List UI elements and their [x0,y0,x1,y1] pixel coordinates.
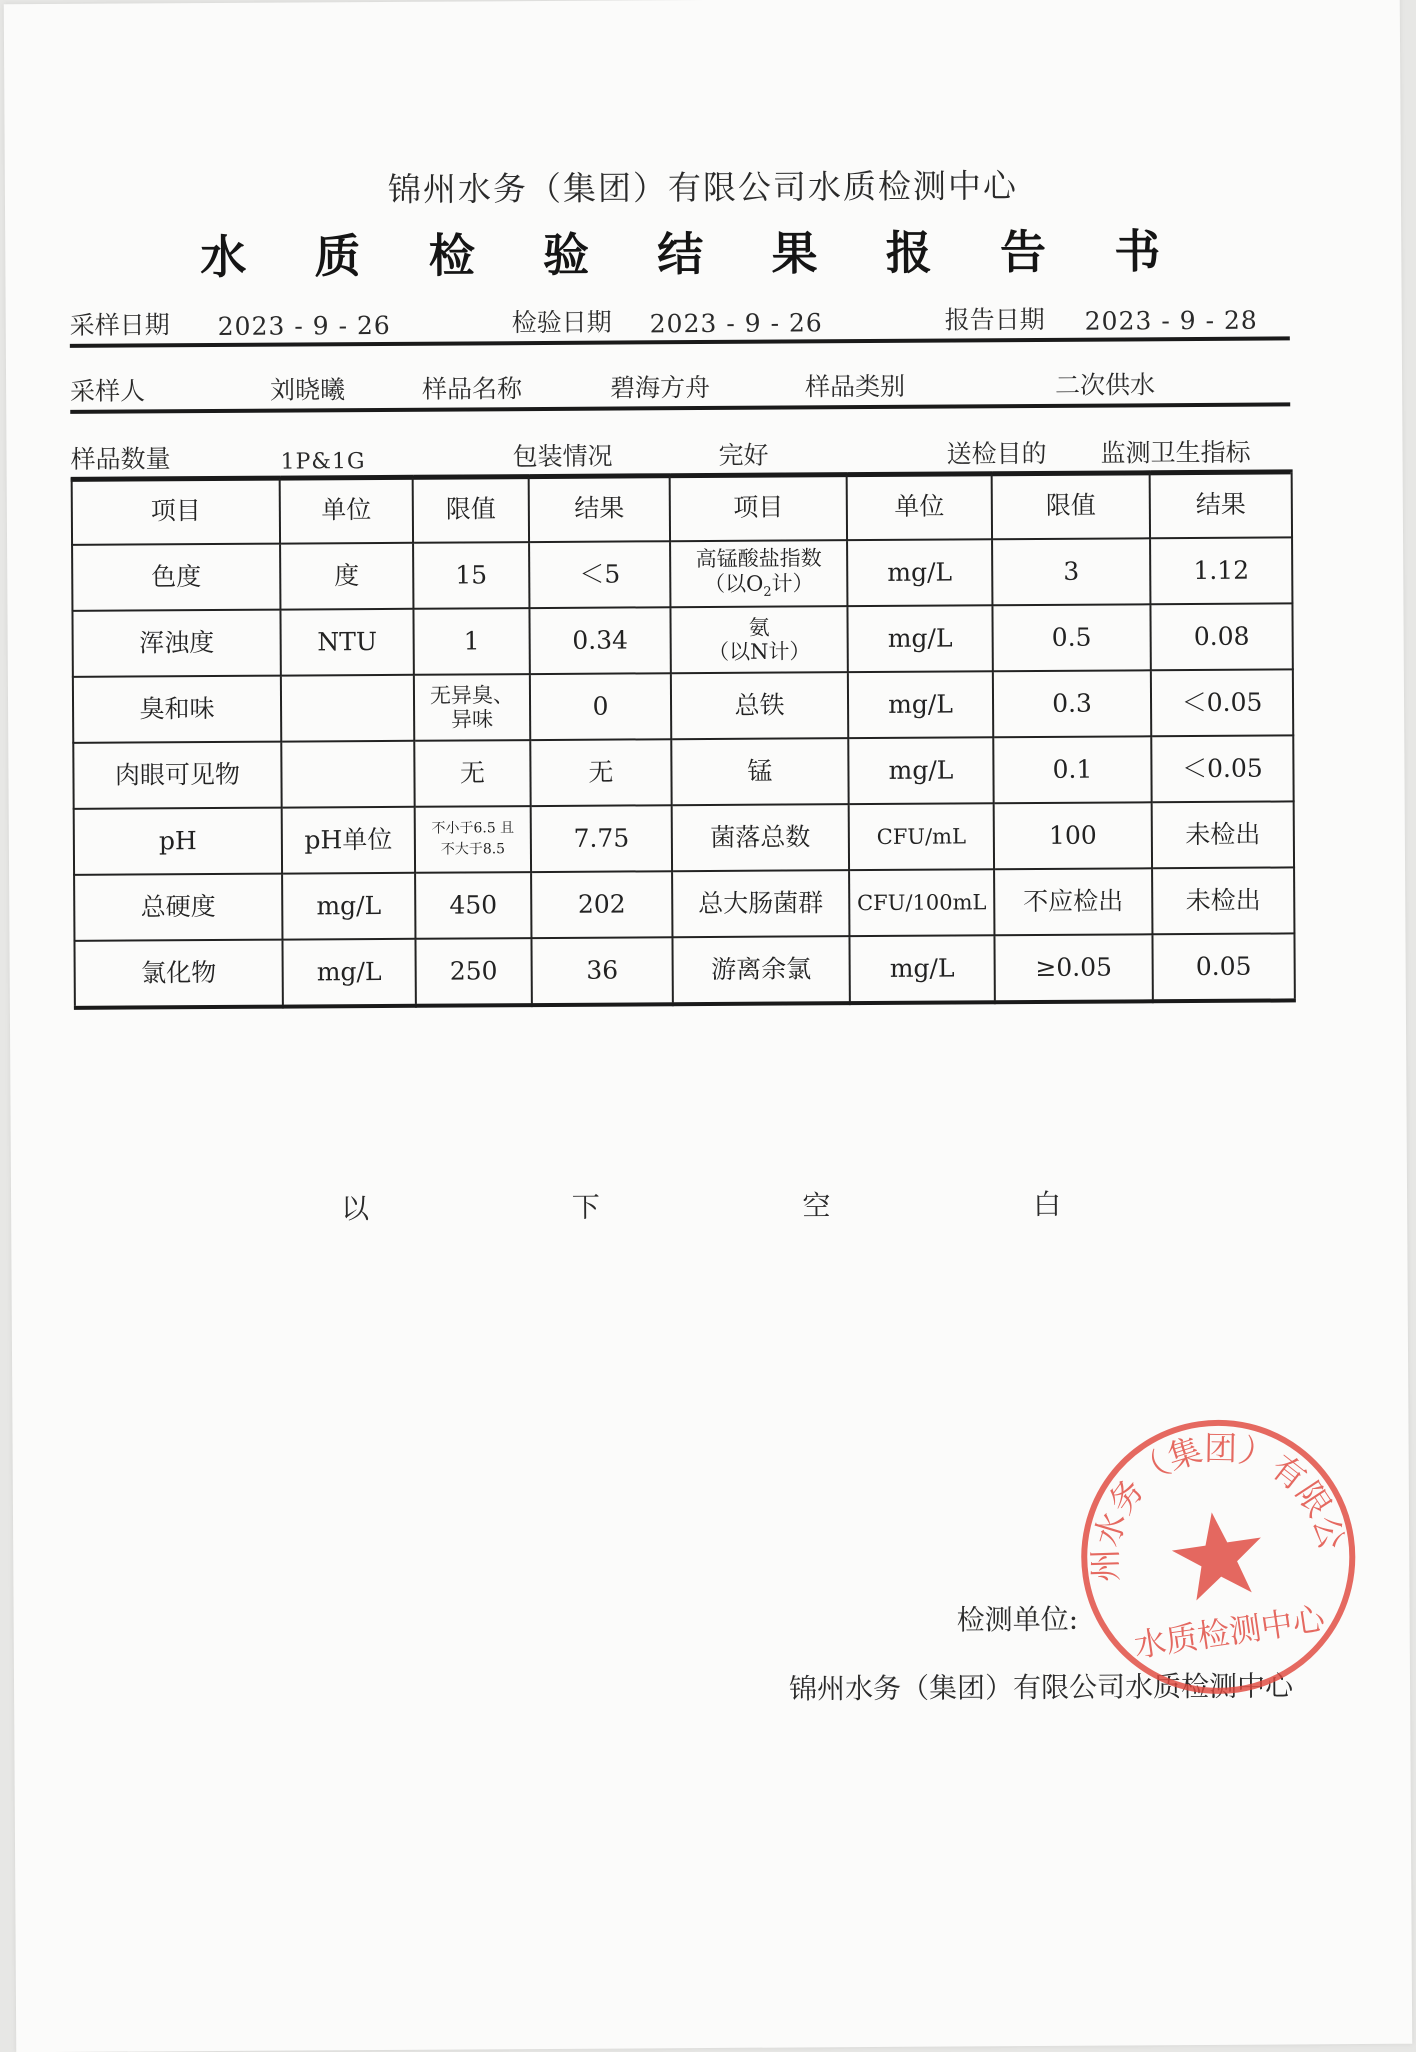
table-cell: 总大肠菌群 [672,870,849,937]
header-cell: 项目 [670,474,847,542]
seal-inner-text: 水质检测中心 [1131,1599,1328,1665]
sampler-value: 刘晓曦 [270,375,346,405]
star-icon [1167,1506,1268,1603]
table-cell: 浑浊度 [72,610,280,677]
sample-name-value: 碧海方舟 [610,372,711,403]
table-cell [281,675,414,742]
table-cell [281,741,414,808]
table-cell: 度 [280,543,413,610]
purpose-value: 监测卫生指标 [1100,437,1251,468]
table-cell: 臭和味 [73,676,281,743]
table-cell: mg/L [282,873,415,940]
table-cell: 肉眼可见物 [73,742,281,809]
table-cell: mg/L [847,605,992,672]
table-cell: 总铁 [671,672,848,739]
table-cell: CFU/mL [849,803,994,870]
test-date-value: 2023 - 9 - 26 [649,308,823,339]
testing-unit-name: 锦州水务（集团）有限公司水质检测中心 [788,1669,1294,1706]
table-cell: 250 [415,938,531,1006]
note-text: 计） [771,570,814,596]
header-cell: 限值 [413,476,529,543]
table-cell: 450 [415,872,531,939]
table-cell: 202 [531,871,672,938]
title-char: 结 [657,227,704,282]
test-date-label: 检验日期 [511,307,612,338]
table-cell: 色度 [72,544,280,611]
table-cell: 不应检出 [994,868,1152,935]
table-cell [670,540,847,607]
blank-char: 以 [341,1192,370,1226]
table-row [74,933,1294,1007]
table-header-row [72,471,1292,545]
report-title [200,215,1160,287]
table-cell: mg/L [849,935,994,1003]
item-name: 氨 [748,615,770,640]
table-cell: 3 [992,538,1150,605]
title-char: 验 [542,227,590,282]
title-char: 质 [314,229,361,284]
table-cell: 0.34 [529,607,670,674]
packaging-value: 完好 [718,440,769,470]
report-sheet [4,0,1412,2052]
title-char: 果 [771,226,818,281]
title-char: 检 [428,228,475,283]
table-cell: NTU [280,609,413,676]
sampler-label: 采样人 [70,376,146,406]
sample-type-value: 二次供水 [1055,370,1156,400]
table-row [73,735,1293,808]
table-cell: 无 [530,739,671,806]
table-cell: 氯化物 [74,940,282,1008]
sampling-date-label: 采样日期 [69,310,170,340]
results-table [71,469,1296,1009]
table-row [74,867,1294,940]
quantity-label: 样品数量 [70,444,171,474]
table-cell: 无 [414,740,530,807]
item-name: 高锰酸盐指数 [695,546,822,572]
table-cell: 0.08 [1150,603,1292,670]
title-char: 报 [885,225,932,280]
purpose-label: 送检目的 [946,438,1047,469]
table-cell: mg/L [848,737,993,804]
table-cell: 15 [413,542,529,609]
table-cell: 36 [531,937,672,1005]
sampler-row [70,362,1290,413]
org-title: 锦州水务（集团）有限公司水质检测中心 [387,166,1019,209]
header-cell: 结果 [529,475,670,542]
packaging-label: 包装情况 [512,441,613,472]
sample-type-label: 样品类别 [805,371,906,402]
table-cell: 1 [413,608,529,675]
table-row [74,801,1294,874]
table-cell: 未检出 [1152,867,1294,934]
table-cell: 100 [994,802,1152,869]
table-cell: 菌落总数 [672,804,849,871]
table-cell: 游离余氯 [672,936,849,1004]
table-cell: ＜0.05 [1151,669,1293,736]
table-cell: mg/L [282,939,415,1007]
table-row [73,669,1293,742]
table-cell: mg/L [848,671,993,738]
note-text: （以O [703,571,764,596]
table-cell: 0.5 [992,604,1150,671]
table-cell: CFU/100mL [849,869,994,936]
table-cell: 总硬度 [74,874,282,941]
report-date-value: 2023 - 9 - 28 [1084,305,1258,336]
testing-unit-label: 检测单位: [956,1602,1079,1637]
seal-outer-text: 锦州水务（集团）有限公司 [1085,1428,1352,1583]
header-cell: 项目 [72,477,280,545]
table-cell: 无异臭、异味 [414,674,530,741]
table-cell: ＜5 [529,541,670,608]
table-row [72,603,1292,676]
table-cell: 锰 [671,738,848,805]
table-cell: 未检出 [1152,801,1294,868]
table-cell: 不小于6.5 且不大于8.5 [415,806,531,873]
table-cell: 0.3 [993,670,1151,737]
table-cell: 0.1 [993,736,1151,803]
sample-name-label: 样品名称 [422,374,523,404]
sampling-date-value: 2023 - 9 - 26 [217,310,391,341]
official-seal [1072,1411,1364,1703]
blank-char: 白 [1032,1187,1062,1222]
table-cell: ≥0.05 [994,934,1152,1002]
table-cell: pH单位 [282,807,415,874]
table-cell: 1.12 [1150,537,1292,604]
header-cell: 限值 [992,472,1150,539]
header-cell: 单位 [847,473,992,540]
item-note [671,571,846,601]
table-cell: ＜0.05 [1151,735,1293,802]
table-cell: 0 [530,673,671,740]
table-row [72,537,1292,610]
table-cell: pH [74,808,282,875]
title-char: 水 [200,229,247,285]
blank-marker [341,1183,1061,1227]
quantity-value: 1P&1G [280,449,366,475]
table-cell: 7.75 [531,805,672,872]
dates-row [70,296,1290,347]
title-char: 告 [999,224,1047,280]
table-cell: mg/L [847,539,992,606]
table-cell [670,606,847,673]
blank-char: 空 [802,1189,831,1223]
header-cell: 结果 [1150,471,1292,538]
note-subscript: 2 [763,584,772,600]
title-char: 书 [1114,224,1161,279]
header-cell: 单位 [280,476,413,543]
item-note: （以N计） [707,639,811,664]
report-date-label: 报告日期 [944,304,1045,335]
table-cell: 0.05 [1152,933,1294,1001]
blank-char: 下 [571,1190,600,1224]
